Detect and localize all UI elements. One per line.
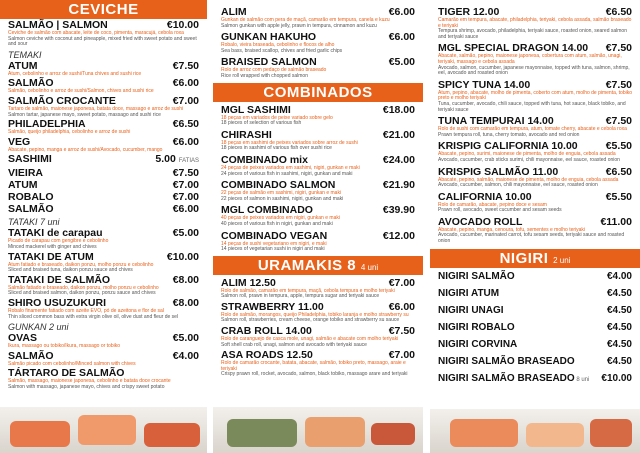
menu-item-name: COMBINADO VEGAN xyxy=(221,229,328,242)
menu-item xyxy=(438,216,632,245)
menu-item xyxy=(438,115,632,138)
menu-item-price: €6.00 xyxy=(388,6,415,18)
menu-item-price: €6.00 xyxy=(388,300,415,313)
menu-item-name: OVAS xyxy=(8,332,37,345)
menu-item-desc: 14 peças de sushi vegetariano em nigiri, e maki xyxy=(221,240,327,247)
sushi-photo-middle xyxy=(213,407,423,453)
menu-item-desc: Gunkan de salmão com pera de maçã, camarão em tempura, canela e kuzu xyxy=(221,17,390,23)
menu-item-desc-en: 40 pieces of various fish in nigiri, gunkan and maki xyxy=(221,220,333,227)
menu-item-desc: Salmão, queijo philadelphia, cebolinho e arroz de sushi xyxy=(8,129,131,136)
menu-item-desc: Salmão picado com cebolinho/Minced salmon with chives xyxy=(8,360,136,367)
menu-item xyxy=(221,56,415,79)
menu-item-desc-en: Salmon roll, strawberries, cream cheese, orange tobiko and strawberry su sauce xyxy=(221,317,400,324)
menu-item-price: €4.50 xyxy=(606,287,632,299)
menu-item-price: €21.90 xyxy=(382,179,415,192)
menu-item-row xyxy=(438,271,632,283)
menu-item-desc: Abacate, salmão, pepino, maionese japonesa, cobertura com atum, salmão, unagi, teriyaki, massago e cebola assada xyxy=(438,53,622,65)
menu-item-price: €5.00 xyxy=(172,227,199,240)
menu-item xyxy=(8,179,199,191)
menu-item-price: €4.50 xyxy=(606,304,632,316)
menu-item-name: KRISPIG SALMÃO 11.00 xyxy=(438,165,559,178)
menu-item-row xyxy=(8,274,199,286)
menu-item-price: €7.50 xyxy=(172,167,199,180)
menu-item xyxy=(438,322,632,334)
combinados-header: COMBINADOS xyxy=(213,83,423,102)
gunkan-heading: GUNKAN 2 uni xyxy=(8,322,69,333)
menu-item xyxy=(221,104,415,127)
menu-item xyxy=(438,191,632,214)
menu-item-desc: 24 peças de peixes variados em sashimi, nigiri, gunkan e maki xyxy=(221,164,360,171)
menu-item-name: STRAWBERRY 11.00 xyxy=(221,300,324,313)
menu-item-desc: Salmão fatiado e braseado, daikon ponzu, molho ponzu e cebolinho xyxy=(8,284,159,291)
menu-item xyxy=(8,367,199,390)
menu-item-desc-en: Crispy prawn roll, rocket, avocado, salmon, black tobiko, massago arare and teriyaki xyxy=(221,371,408,378)
menu-item-price: €24.00 xyxy=(382,153,415,166)
menu-item-desc: Abacate, pepino, manga e arroz de sushi/Avocado, cucumber, mango xyxy=(8,146,163,153)
menu-item-row xyxy=(221,230,415,242)
menu-item-row xyxy=(8,179,199,191)
menu-item xyxy=(8,77,199,95)
menu-item-desc-en: Tuna, cucumber, avocado, chili sauce, topped with tuna, hot sauce, black tobiko, and teriyaki sauce xyxy=(438,100,626,113)
menu-item-price: €7.50 xyxy=(605,78,632,91)
menu-item-price: €7.00 xyxy=(388,276,415,289)
menu-item-price: €4.00 xyxy=(606,270,632,282)
menu-item-name: CRAB ROLL 14.00 xyxy=(221,325,312,338)
menu-item-desc: Rolo de salmão, morangos, queijo Philadelphia, tobiko laranja e molho strawberry su xyxy=(221,311,409,318)
menu-item-row xyxy=(8,167,199,179)
menu-item-price: €18.00 xyxy=(382,103,415,116)
ceviche-header: CEVICHE xyxy=(0,0,207,19)
menu-item xyxy=(438,140,632,163)
menu-item-name: TUNA TEMPURAI 14.00 xyxy=(438,115,554,128)
menu-item xyxy=(8,60,199,78)
menu-item-name: SALMÃO xyxy=(8,77,54,90)
menu-item-name: VEG xyxy=(8,135,31,148)
menu-item-name: COMBINADO SALMON xyxy=(221,179,336,192)
menu-item-row xyxy=(438,322,632,334)
menu-item-desc: 18 peças em sashimi de peixes variados sobre arroz de sushi xyxy=(221,139,358,146)
menu-column-2 xyxy=(213,0,423,453)
menu-item-name: TATAKI DE SALMÃO xyxy=(8,273,111,286)
menu-item-name: NIGIRI SALMÃO BRASEADO xyxy=(438,355,575,367)
menu-item-name: ROBALO xyxy=(8,191,54,204)
menu-item xyxy=(8,118,199,136)
menu-item-desc-en: Rice roll wrapped with chopped salmon xyxy=(221,72,308,79)
menu-item-name: TATAKI de carapau xyxy=(8,227,103,240)
menu-item-name: TÁRTARO DE SALMÃO xyxy=(8,367,125,380)
menu-item-desc: Camarão em tempura, abacate, philadelphia, teriyaki, cebola assada, salmão braseado e teriyaki xyxy=(438,17,632,29)
menu-item-desc-en: Avocado, cucumber, marinated carrot, tofu sesam seeds, teriyaki sauce and roasted onion xyxy=(438,232,625,245)
menu-item-desc-en: 18 pieces in sashimi of various fish over sushi rice xyxy=(221,145,332,152)
menu-item xyxy=(8,19,199,48)
menu-item-name: ATUM xyxy=(8,179,38,192)
menu-item-name: KRISPIG CALIFORNIA 10.00 xyxy=(438,140,578,153)
menu-item-name: ALIM 12.50 xyxy=(221,276,276,289)
menu-item xyxy=(438,339,632,351)
menu-item-desc-en: Sea bass, braised scallop, chives and fried garlic chips xyxy=(221,47,343,54)
menu-item xyxy=(221,179,415,202)
menu-item-name: SALMÃO xyxy=(8,349,54,362)
menu-item-name: NIGIRI ATUM xyxy=(438,287,500,299)
menu-item-desc-en: Sliced and braised tuna, daikon ponzu sauce and chives xyxy=(8,267,133,274)
menu-item-row xyxy=(438,373,632,386)
menu-item-desc: Rolo de salmão, camarão em tempura, maçã, cebola tempura e molho teriyaki xyxy=(221,287,395,294)
menu-item xyxy=(221,31,415,54)
menu-item-row xyxy=(438,79,632,91)
menu-item xyxy=(8,350,199,368)
menu-item-name: NIGIRI SALMÃO BRASEADO 8 uni xyxy=(438,372,590,384)
menu-item-desc-en: Soft shell crab roll, unagi, salmon and avocado with teriyaki sauce xyxy=(221,341,367,348)
menu-item-name: MGL SASHIMI xyxy=(221,103,291,116)
menu-item xyxy=(221,277,415,300)
menu-item-row xyxy=(8,203,199,215)
menu-item-name: NIGIRI UNAGI xyxy=(438,304,504,316)
menu-item-name: GUNKAN HAKUHO xyxy=(221,31,317,44)
menu-item-price: €7.50 xyxy=(605,42,632,55)
menu-item-name: BRAISED SALMON xyxy=(221,56,317,69)
menu-item xyxy=(8,251,199,274)
menu-item-desc-en: Thin sliced common bass with extra virgin olive oil, olive dust and fleur de sel xyxy=(8,313,179,320)
menu-item xyxy=(221,204,415,227)
menu-item-desc-en: Prawn tempura roll, tuna, cherry tomato, avocado and red onion xyxy=(438,131,580,138)
menu-item-row xyxy=(8,350,199,362)
menu-item xyxy=(221,349,415,378)
menu-item-desc: Abacate, pepino, surimi, maionese de pimenta, molho de enguia, cebola assada xyxy=(438,151,616,158)
menu-item-desc-en: Salmon gunkan with apple jelly, prawn in tempura, cinnamon and kuzu xyxy=(221,22,377,29)
menu-item-desc: Picado de carapau com gengibre e cebolinho xyxy=(8,238,109,245)
menu-item-name: MGL SPECIAL DRAGON 14.00 xyxy=(438,42,589,55)
menu-item-row xyxy=(8,136,199,148)
menu-item-row xyxy=(438,339,632,351)
menu-item-price: €5.50 xyxy=(605,140,632,153)
menu-item-price: €4.50 xyxy=(606,355,632,367)
menu-item-desc: Abacate, pepino, manga, cenoura, tofu, sementes e molho teriyaki xyxy=(438,226,586,233)
menu-item-name: ASA ROADS 12.50 xyxy=(221,349,313,362)
menu-item-row xyxy=(8,60,199,72)
menu-item-name: TATAKI DE ATUM xyxy=(8,250,94,263)
menu-item-desc: Ikura, massago ou tobiko/Ikura, massago or tobiko xyxy=(8,343,121,350)
menu-item-desc-en: Avocado, cucumber, crab sticks surimi, chili mayonnaise, eel sauce, roasted onion xyxy=(438,156,620,163)
menu-item-name: AVOCADO ROLL xyxy=(438,215,523,228)
menu-item xyxy=(438,288,632,300)
menu-item-row xyxy=(438,191,632,203)
menu-item-desc-en: 14 pieces of vegetarian sushi in nigiri and maki xyxy=(221,246,325,253)
menu-item-price: €12.00 xyxy=(382,229,415,242)
menu-item-desc-en: Sliced and braised salmon, daikon ponzu, ponzu sauce and chives xyxy=(8,290,156,297)
menu-item-row xyxy=(438,166,632,178)
menu-item-price: €10.00 xyxy=(166,250,199,263)
menu-item-name: ALIM xyxy=(221,6,247,18)
menu-item-desc: 22 peças de salmão em sashimi, nigiri, gunkan e maki xyxy=(221,190,342,197)
menu-item-name: NIGIRI SALMÃO xyxy=(438,270,515,282)
menu-item-price: €7.00 xyxy=(172,179,199,192)
menu-item-row xyxy=(8,251,199,263)
menu-item xyxy=(8,332,199,350)
menu-item-name: COMBINADO mix xyxy=(221,153,308,166)
menu-item-name: SHIRO USUZUKURI xyxy=(8,296,107,309)
menu-item xyxy=(8,95,199,118)
menu-item xyxy=(438,42,632,76)
menu-item-name: NIGIRI ROBALO xyxy=(438,321,515,333)
menu-item xyxy=(8,227,199,250)
menu-item-price: €5.00 xyxy=(172,332,199,345)
menu-item xyxy=(438,166,632,189)
menu-item-name: ATUM xyxy=(8,59,38,72)
menu-item-row xyxy=(438,356,632,368)
menu-item-desc-en: Prawn roll, avocado, sweet cucumber and sesam seeds xyxy=(438,207,562,214)
menu-item-price: €7.50 xyxy=(388,325,415,338)
sushi-photo-left xyxy=(0,407,207,453)
menu-item-row xyxy=(221,277,415,289)
menu-column-1 xyxy=(0,0,207,453)
menu-item-price: €10.00 xyxy=(601,372,632,384)
menu-item-name: TIGER 12.00 xyxy=(438,6,500,18)
menu-item-name: SPICY TUNA 14.00 xyxy=(438,78,531,91)
menu-item-row xyxy=(8,191,199,203)
menu-item-price: €7.00 xyxy=(388,349,415,362)
menu-item-desc-en: Tempura shrimp, avocado, philadelphia, teriyaki sauce, roasted onion, seared salmon and teriyaki sauce xyxy=(438,28,627,40)
menu-item xyxy=(8,167,199,179)
menu-item-desc: Rolo de arroz com pedaço de salmão braseado xyxy=(221,67,327,74)
menu-item-name: SALMÃO | SALMON xyxy=(8,19,108,31)
menu-item-desc: Rolo de camarão, abacate, pepino doce e sesam xyxy=(438,201,547,208)
menu-item-desc: Robalo finamente fatiado com azeite EVO, pó de azeitona e flor de sal xyxy=(8,307,164,314)
menu-item-desc-en: Avocado, cucumber, salmon, chili mayonnaise, eel sauce, roasted onion xyxy=(438,182,598,189)
menu-item-unit: 8 uni xyxy=(574,376,590,383)
menu-item xyxy=(438,305,632,317)
menu-item-desc: Salmão, massago, maionese japonesa, cebolinho e batata doce crocante xyxy=(8,378,171,385)
menu-item xyxy=(221,230,415,253)
menu-item-name: NIGIRI CORVINA xyxy=(438,338,518,350)
menu-item-price: €6.00 xyxy=(172,203,199,216)
menu-item-price: €10.00 xyxy=(166,19,199,31)
menu-item xyxy=(221,129,415,152)
menu-item xyxy=(221,325,415,348)
menu-item-desc: Atum fatiado e braseado, daikon ponzu, molho ponzu e cebolinho xyxy=(8,261,154,268)
menu-item-desc-en: Salmon tartar, japanese mayo, sweet potato, massago and sushi rice xyxy=(8,111,161,118)
menu-item-desc: Abacate, pepino, salmão, maionese de pimenta, molho de enguia, cebola assada xyxy=(438,176,619,183)
menu-item-price: €6.00 xyxy=(172,135,199,148)
menu-item-desc-en: Minced mackerel with ginger and chives xyxy=(8,243,97,250)
menu-item-price: €6.50 xyxy=(605,6,632,18)
menu-item-desc: Atum, pepino, abacate, molho de pimenta, coberto com atum, molho de pimenta, tobiko preto e molho teriyaki xyxy=(438,89,632,102)
temaki-heading: TEMAKI xyxy=(8,49,42,60)
menu-item xyxy=(8,191,199,203)
sashimi-item: SASHIMI 5.00 FATIAS xyxy=(8,153,199,166)
menu-item-desc: Rolo de camarão crocante, batata, abacate, salmão, tobiko preto, massago, araie e teriyaki xyxy=(221,360,406,372)
menu-item xyxy=(221,301,415,324)
menu-item-price: €4.50 xyxy=(606,338,632,350)
menu-item xyxy=(8,203,199,215)
menu-item-price: €6.00 xyxy=(172,77,199,90)
menu-item xyxy=(8,274,199,297)
menu-item xyxy=(8,136,199,154)
menu-item-desc: 18 peças em variados de peixe variado sobre gelo xyxy=(221,114,333,121)
menu-item-name: SALMÃO xyxy=(8,203,54,216)
menu-item xyxy=(8,297,199,320)
menu-item-name: PHILADELPHIA xyxy=(8,118,86,131)
uramakis-header: URAMAKIS 8 4 uni xyxy=(213,256,423,275)
sushi-photo-right xyxy=(430,409,640,453)
menu-item xyxy=(438,356,632,368)
menu-item-desc: Ceviche de salmão com abacate, leite de coco, pimenta, maracujá, cebola roxa xyxy=(8,30,184,36)
menu-item-desc: Robalo, vieira braseada, cebolinho e flocos de alho xyxy=(221,42,335,49)
menu-item-row xyxy=(221,104,415,116)
menu-item-name: MGL COMBINADO xyxy=(221,204,313,217)
menu-item-name: CALIFORNIA 10.00 xyxy=(438,190,532,203)
menu-item-price: €7.00 xyxy=(172,94,199,107)
menu-item-price: €6.50 xyxy=(605,165,632,178)
menu-item-desc: Rolo de caranguejo de casca mole, unagi, salmão e abacate com molho teriyaki xyxy=(221,336,399,343)
menu-item-price: €11.00 xyxy=(600,215,632,228)
menu-item xyxy=(438,373,632,386)
menu-item xyxy=(221,154,415,177)
menu-item-desc: Atum, cebolinho e arroz de sushi/Tuna chives and sushi rice xyxy=(8,70,142,77)
menu-item-desc: Salmão, cebolinho e arroz de sushi/Salmon, chives and sushi rice xyxy=(8,88,154,95)
menu-item xyxy=(438,271,632,283)
menu-item-price: €4.00 xyxy=(172,349,199,362)
menu-item-desc-en: 18 pieces of selection of various fish xyxy=(221,120,302,127)
menu-item-row xyxy=(438,305,632,317)
menu-item-row xyxy=(221,129,415,141)
menu-item-row xyxy=(438,288,632,300)
tataki-heading: TATAKI 7 uni xyxy=(8,217,60,228)
menu-item-price: €7.00 xyxy=(172,191,199,204)
menu-item-price: €7.50 xyxy=(172,59,199,72)
menu-item-name: VIEIRA xyxy=(8,167,44,180)
menu-item-price: €8.00 xyxy=(172,273,199,286)
menu-item xyxy=(221,6,415,29)
menu-item-desc: 40 peças de peixes variados em nigiri, gunkan e maki xyxy=(221,215,340,222)
menu-item-price: €39.90 xyxy=(382,204,415,217)
menu-item-desc-en: Salmon with massago, japanese mayo, chives and crispy sweet potato xyxy=(8,383,165,390)
menu-item-price: €5.00 xyxy=(388,56,415,69)
menu-item xyxy=(438,6,632,40)
nigiri-header: NIGIRI 2 uni xyxy=(430,249,640,268)
menu-item-price: €7.50 xyxy=(605,115,632,128)
menu-item xyxy=(438,79,632,113)
menu-item-price: €8.00 xyxy=(172,296,199,309)
menu-item-price: €21.00 xyxy=(382,128,415,141)
menu-item-desc-en: Avocado, salmon, cucumber, japanese mayonnaise, topped with tuna, salmon, shrimp, eel, avocado and roasted onion xyxy=(438,64,630,77)
menu-item-desc: Tartaro de salmão, maionese japonesa, batata doce, massago e arroz de sushi xyxy=(8,105,184,112)
menu-item-price: €6.00 xyxy=(388,31,415,44)
menu-item-price: €5.50 xyxy=(605,190,632,203)
menu-item-desc-en: 24 pieces of various fish in sashimi, nigiri, gunkan and maki xyxy=(221,170,353,177)
menu-item-price: €6.50 xyxy=(172,118,199,131)
menu-item-desc-en: 22 pieces of salmon in sashimi, nigiri, gunkan and maki xyxy=(221,195,344,202)
menu-column-3 xyxy=(430,0,640,453)
menu-item-price: €4.50 xyxy=(606,321,632,333)
menu-item-name: CHIRASHI xyxy=(221,128,272,141)
menu-item-desc-en: Salmon roll, prawn in tempura, apple, tempura sugar and teriyaki sauce xyxy=(221,293,380,300)
menu-item-desc: Rolo de sushi com camarão em tempura, atum, tomate cherry, abacate e cebola roxa xyxy=(438,126,627,133)
menu-item-name: SALMÃO CROCANTE xyxy=(8,94,116,107)
menu-item-desc-en: Salmon ceviche with coconut and pineapple, mixed fried with sweet potato and sweet and sour xyxy=(8,35,197,48)
